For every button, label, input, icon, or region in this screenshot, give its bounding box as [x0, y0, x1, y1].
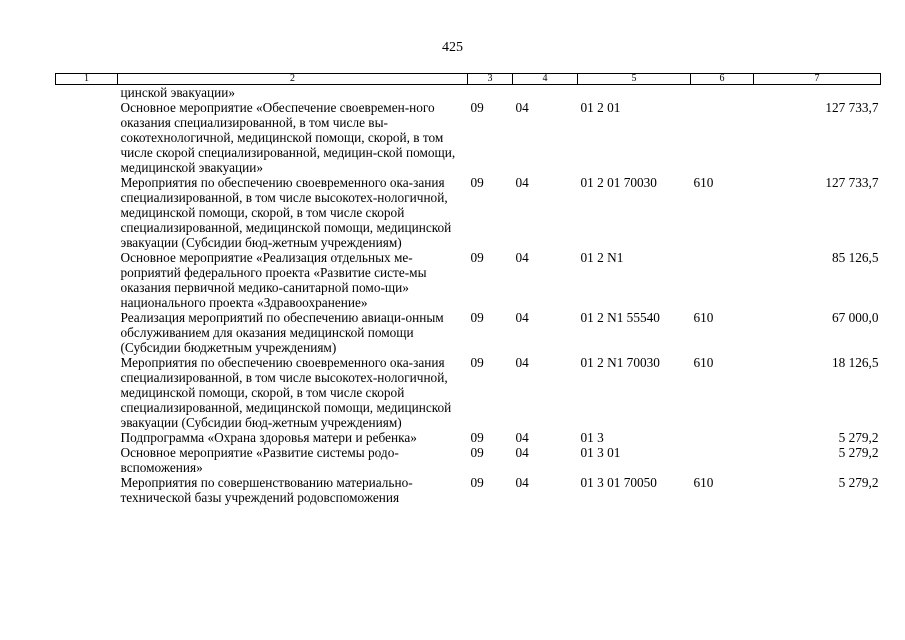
table-row — [56, 175, 881, 250]
amount: 5 279,2 — [838, 445, 879, 460]
section-code: 09 — [470, 445, 484, 460]
subsection-code: 04 — [515, 250, 529, 265]
header-cell: 5 — [578, 74, 691, 85]
subsection-code — [513, 85, 578, 101]
item-name: цинской эвакуации» — [120, 85, 235, 100]
table-row — [56, 85, 881, 101]
row-number-cell — [56, 250, 118, 310]
section-code: 09 — [470, 310, 484, 325]
target-article-code: 01 3 01 70050 — [580, 475, 657, 490]
row-number-cell — [56, 445, 118, 475]
expense-type-code — [691, 430, 754, 445]
target-article-code: 01 2 N1 70030 — [580, 355, 660, 370]
expense-type-code — [691, 100, 754, 175]
row-number-cell — [56, 475, 118, 505]
subsection-code: 04 — [515, 355, 529, 370]
subsection-code: 04 — [515, 430, 529, 445]
subsection-code: 04 — [515, 310, 529, 325]
amount: 67 000,0 — [831, 310, 879, 325]
subsection-code: 04 — [515, 445, 529, 460]
subsection-code: 04 — [515, 475, 529, 490]
section-code: 09 — [470, 175, 484, 190]
row-number-cell — [56, 355, 118, 430]
table-row — [56, 445, 881, 475]
item-name: Мероприятия по совершенствованию материально-технической базы учреждений родовспоможения — [120, 475, 413, 505]
expense-type-code — [691, 445, 754, 475]
target-article-code — [578, 85, 691, 101]
table-row — [56, 430, 881, 445]
expense-type-code: 610 — [693, 310, 714, 325]
expense-type-code — [691, 250, 754, 310]
expense-type-code: 610 — [693, 475, 714, 490]
table-header — [56, 74, 881, 85]
header-row — [56, 74, 881, 85]
header-cell: 3 — [468, 74, 513, 85]
table-row — [56, 100, 881, 175]
item-name: Реализация мероприятий по обеспечению авиаци-онным обслуживанием для оказания медицинской помощи (Субсидии бюджетным учреждениям) — [120, 310, 444, 355]
target-article-code: 01 2 01 70030 — [580, 175, 657, 190]
section-code: 09 — [470, 430, 484, 445]
amount: 18 126,5 — [831, 355, 879, 370]
page-number: 425 — [442, 40, 463, 55]
row-number-cell — [56, 310, 118, 355]
table-row — [56, 475, 881, 505]
section-code: 09 — [470, 355, 484, 370]
item-name: Мероприятия по обеспечению своевременного ока-зания специализированной, в том числе высокотех-нологичной, медицинской помощи, скорой, в том числе скорой специализированной, медицинской помощи, медицинской эвакуации (Субсидии бюд-жетным учреждениям) — [120, 175, 452, 250]
target-article-code: 01 2 01 — [580, 100, 621, 115]
expense-type-code: 610 — [693, 175, 714, 190]
target-article-code: 01 3 — [580, 430, 604, 445]
budget-table — [55, 73, 881, 505]
header-cell: 7 — [754, 74, 881, 85]
table-row — [56, 250, 881, 310]
item-name: Основное мероприятие «Обеспечение своевремен-ного оказания специализированной, в том числе вы-сокотехнологичной, медицинской помощи, скорой, в том числе скорой специализированной, медицин-ской помощи, медицинской эвакуации» — [120, 100, 456, 175]
row-number-cell — [56, 85, 118, 101]
subsection-code: 04 — [515, 175, 529, 190]
row-number-cell — [56, 430, 118, 445]
section-code: 09 — [470, 250, 484, 265]
target-article-code: 01 2 N1 — [580, 250, 624, 265]
item-name: Мероприятия по обеспечению своевременного ока-зания специализированной, в том числе высокотех-нологичной, медицинской помощи, скорой, в том числе скорой специализированной, медицинской помощи, медицинской эвакуации (Субсидии бюд-жетным учреждениям) — [120, 355, 452, 430]
header-cell: 4 — [513, 74, 578, 85]
table-body — [56, 85, 881, 506]
subsection-code: 04 — [515, 100, 529, 115]
section-code — [468, 85, 513, 101]
row-number-cell — [56, 175, 118, 250]
header-cell: 2 — [118, 74, 468, 85]
row-number-cell — [56, 100, 118, 175]
header-cell: 1 — [56, 74, 118, 85]
table-row — [56, 310, 881, 355]
amount: 5 279,2 — [838, 475, 879, 490]
item-name: Основное мероприятие «Реализация отдельных ме-роприятий федерального проекта «Развитие систе-мы оказания первичной медико-санитарной помо-щи» национального проекта «Здравоохранение» — [120, 250, 427, 310]
header-cell: 6 — [691, 74, 754, 85]
amount: 127 733,7 — [825, 175, 879, 190]
section-code: 09 — [470, 475, 484, 490]
amount: 85 126,5 — [831, 250, 879, 265]
target-article-code: 01 3 01 — [580, 445, 621, 460]
amount: 5 279,2 — [838, 430, 879, 445]
expense-type-code — [691, 85, 754, 101]
amount — [754, 85, 881, 101]
item-name: Основное мероприятие «Развитие системы родо-вспоможения» — [120, 445, 399, 475]
target-article-code: 01 2 N1 55540 — [580, 310, 660, 325]
expense-type-code: 610 — [693, 355, 714, 370]
table-row — [56, 355, 881, 430]
amount: 127 733,7 — [825, 100, 879, 115]
section-code: 09 — [470, 100, 484, 115]
item-name: Подпрограмма «Охрана здоровья матери и ребенка» — [120, 430, 417, 445]
